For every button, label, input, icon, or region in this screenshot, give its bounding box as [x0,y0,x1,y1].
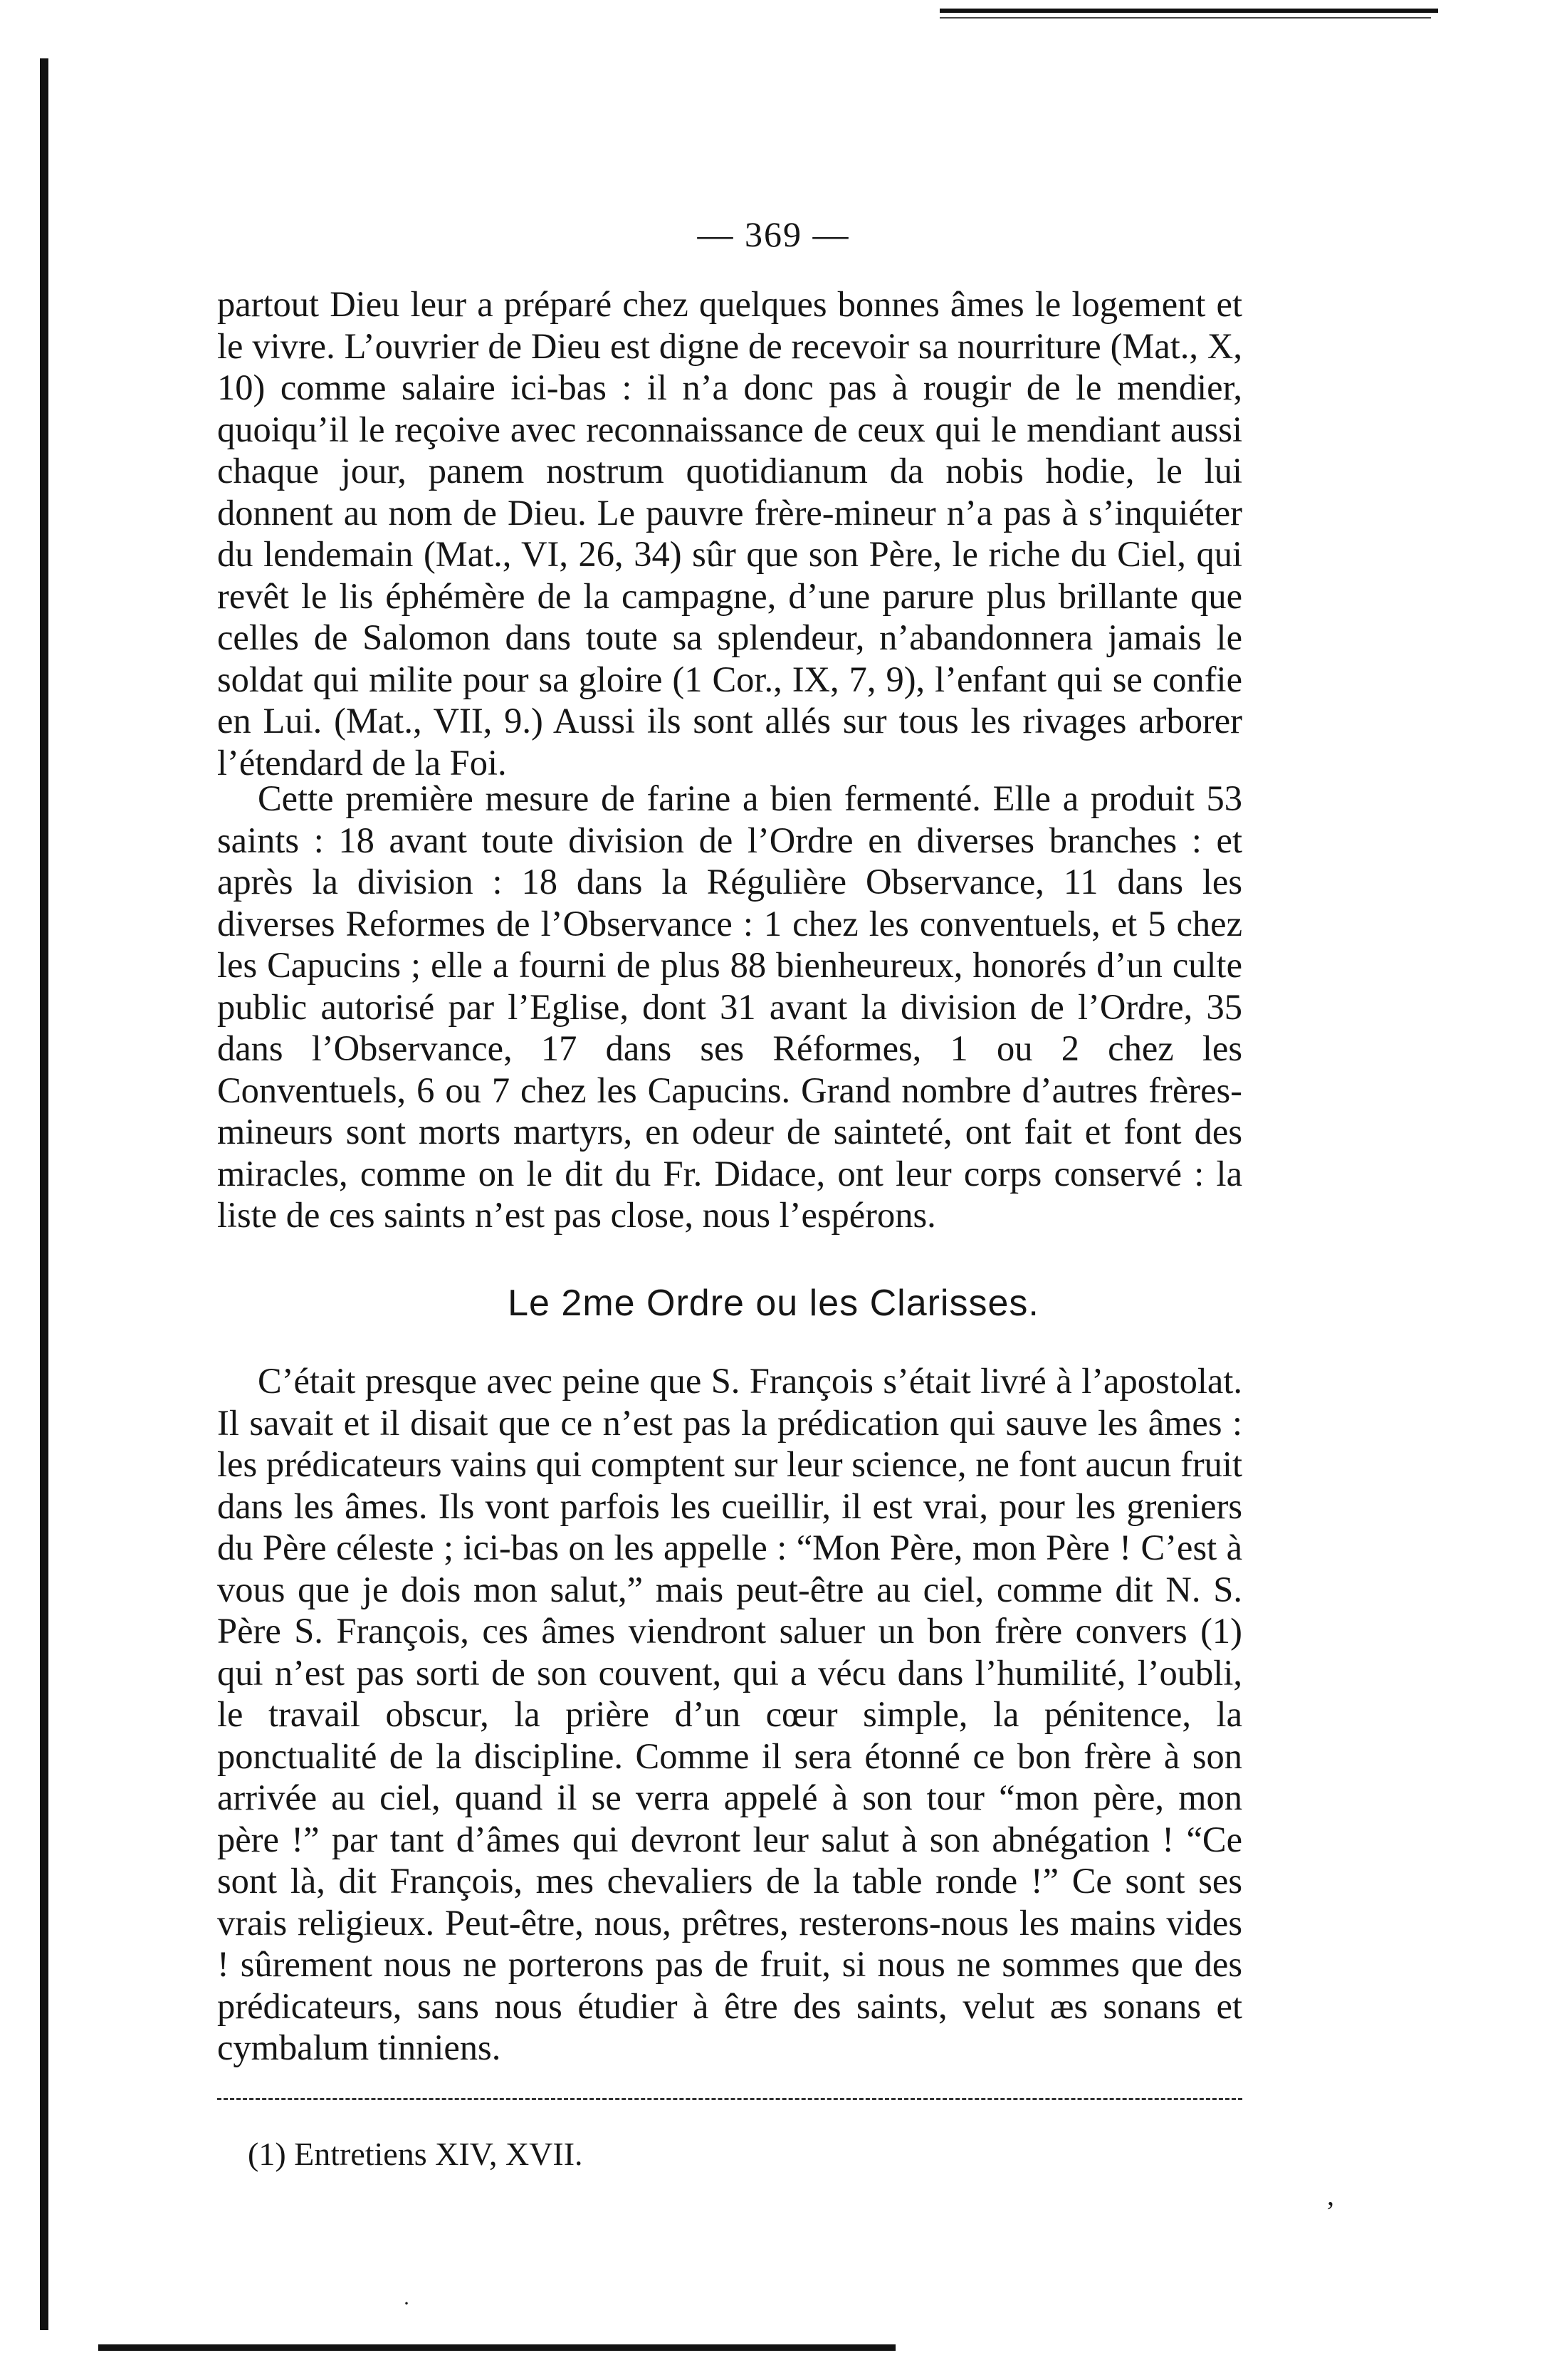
page-number: — 369 — [697,214,850,254]
bottom-border-rule [98,2344,896,2351]
body-paragraph-1 [217,283,1242,783]
body-paragraph-2 [217,778,1242,1236]
top-border-rule [940,9,1438,13]
footnote-separator [217,2098,1242,2100]
paragraph-text: C’était presque avec peine que S. François s’était livré à l’apostolat. Il savait et il disait que ce n’est pas la prédication qui sauve les âmes : les prédicateurs vains qui comptent sur leur science, ne font aucun fruit dans les âmes. Ils vont parfois les cueillir, il est vrai, pour les greniers du Père céleste ; ici-bas on les appelle : “Mon Père, mon Père ! C’est à vous que je dois mon salut,” mais peut-être au ciel, comme dit N. S. Père S. François, ces âmes viendront saluer un bon frère convers (1) qui n’est pas sorti de son couvent, qui a vécu dans l’humilité, l’oubli, le travail obscur, la prière d’un cœur simple, la pénitence, la ponctualité de la discipline. Comme il sera étonné ce bon frère à son arrivée au ciel, quand il se verra appelé à son tour “mon père, mon père !” par tant d’âmes qui devront leur salut à son abnégation ! “Ce sont là, dit François, mes chevaliers de la table ronde !” Ce sont ses vrais religieux. Peut-être, nous, prêtres, resterons-nous les mains vides ! sûrement nous ne porterons pas de fruit, si nous ne sommes que des prédicateurs, sans nous étudier à être des saints, velut æs sonans et cymbalum tinniens. [217,1361,1242,2067]
margin-dot: · [403,2292,410,2315]
paragraph-text: Cette première mesure de farine a bien fermenté. Elle a produit 53 saints : 18 avant toute division de l’Ordre en diverses branches : et après la division : 18 dans la Régulière Observance, 11 dans les diverses Reformes de l’Observance : 1 chez les conventuels, et 5 chez les Capucins ; elle a fourni de plus 88 bienheureux, honorés d’un culte public autorisé par l’Eglise, dont 31 avant la division de l’Ordre, 35 dans l’Observance, 17 dans ses Réformes, 1 ou 2 chez les Conventuels, 6 ou 7 chez les Capucins. Grand nombre d’autres frères-mineurs sont morts martyrs, en odeur de sainteté, ont fait et font des miracles, comme on le dit du Fr. Didace, ont leur corps conservé : la liste de ces saints n’est pas close, nous l’espérons. [217,778,1242,1235]
left-binding-edge [40,58,48,2330]
paragraph-text: partout Dieu leur a préparé chez quelques bonnes âmes le logement et le vivre. L’ouvrier de Dieu est digne de recevoir sa nourriture (Mat., X, 10) comme salaire ici-bas : il n’a donc pas à rougir de le mendier, quoiqu’il le reçoive avec reconnaissance de ceux qui le mendiant aussi chaque jour, panem nostrum quotidianum da nobis hodie, le lui donnent au nom de Dieu. Le pauvre frère-mineur n’a pas à s’inquiéter du lendemain (Mat., VI, 26, 34) sûr que son Père, le riche du Ciel, qui revêt le lis éphémère de la campagne, d’une parure plus brillante que celles de Salomon dans toute sa splendeur, n’abandonnera jamais le soldat qui milite pour sa gloire (1 Cor., IX, 7, 9), l’enfant qui se confie en Lui. (Mat., VII, 9.) Aussi ils sont allés sur tous les rivages arborer l’étendard de la Foi. [217,284,1242,783]
footnote: (1) Entretiens XIV, XVII. [248,2136,583,2172]
top-border-rule-thin [940,17,1431,19]
section-heading: Le 2me Ordre ou les Clarisses. [508,1283,1039,1324]
body-paragraph-3 [217,1360,1242,2069]
margin-mark: ʼ [1326,2196,1336,2228]
